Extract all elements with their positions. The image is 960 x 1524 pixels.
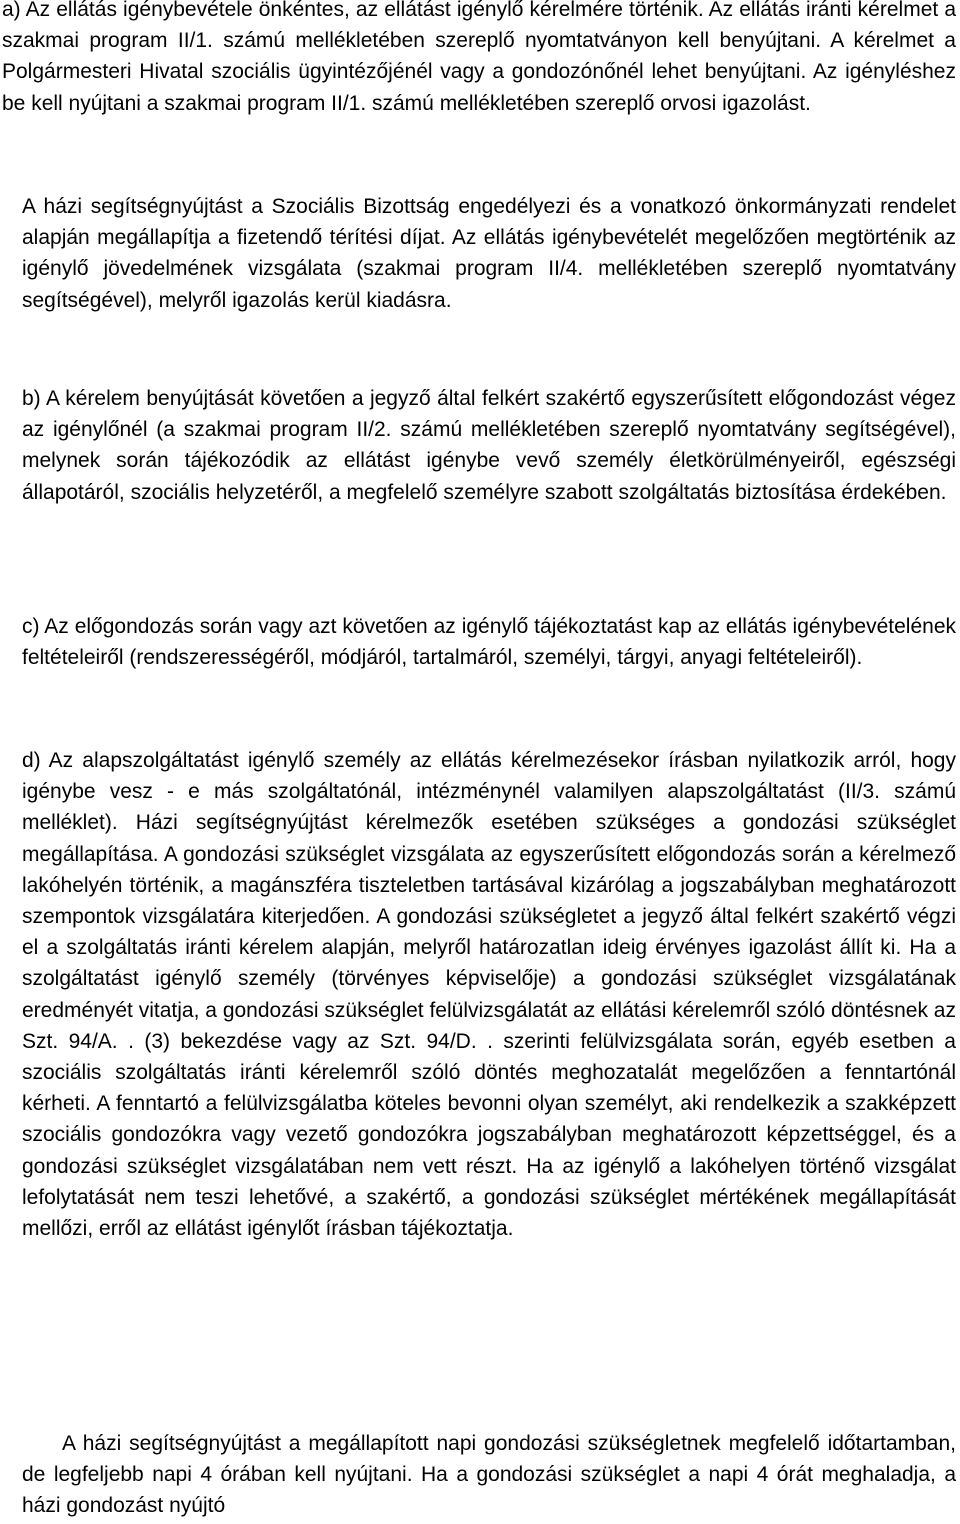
paragraph-fee-approval: A házi segítségnyújtást a Szociális Bizottság engedélyezi és a vonatkozó önkormányzati rendelet alapján megállapítja a fizetendő térítési díjat. Az ellátás igénybevételét megelőzően megtörténik az igénylő jövedelmének vizsgálata (szakmai program II/4. mellékletében szereplő nyomtatvány segítségével), melyről igazolás kerül kiadásra. <box>22 195 956 312</box>
paragraph-b: b) A kérelem benyújtását követően a jegyző által felkért szakértő egyszerűsített előgondozást végez az igénylőnél (a szakmai program II/2. számú mellékletében szereplő nyomtatvány segítségével), melynek során tájékozódik az ellátást igénybe vevő személy életkörülményeiről, egészségi állapotáról, szociális helyzetéről, a megfelelő személyre szabott szolgáltatás biztosítása érdekében. <box>22 387 956 504</box>
paragraph-care-hours: A házi segítségnyújtást a megállapított napi gondozási szükségletnek megfelelő időtartamban, de legfeljebb napi 4 órában kell nyújtani. Ha a gondozási szükséglet a napi 4 órát meghaladja, a házi gondozást nyújtó <box>22 1432 956 1518</box>
paragraph-a: a) Az ellátás igénybevétele önkéntes, az ellátást igénylő kérelmére történik. Az ellátás iránti kérelmet a szakmai program II/1. számú mellékletében szereplő nyomtatványon kell benyújtani. A kérelmet a Polgármesteri Hivatal szociális ügyintézőjénél vagy a gondozónőnél lehet benyújtani. Az igényléshez be kell nyújtani a szakmai program II/1. számú mellékletében szereplő orvosi igazolást. <box>2 0 956 115</box>
paragraph-c: c) Az előgondozás során vagy azt követően az igénylő tájékoztatást kap az ellátás igénybevételének feltételeiről (rendszerességéről, módjáról, tartalmáról, személyi, tárgyi, anyagi feltételeiről). <box>22 615 956 670</box>
paragraph-d: d) Az alapszolgáltatást igénylő személy az ellátás kérelmezésekor írásban nyilatkozik arról, hogy igénybe vesz - e más szolgáltatónál, intézménynél valamilyen alapszolgáltatást (II/3. számú melléklet). Házi segítségnyújtást kérelmezők esetében szükséges a gondozási szükséglet megállapítása. A gondozási szükséglet vizsgálata az egyszerűsített előgondozás során a kérelmező lakóhelyén történik, a magánszféra tiszteletben tartásával kizárólag a jogszabályban meghatározott szempontok vizsgálatára kiterjedően. A gondozási szükségletet a jegyző által felkért szakértő végzi el a szolgáltatás iránti kérelem alapján, melyről határozatlan ideig érvényes igazolást állít ki. Ha a szolgáltatást igénylő személy (törvényes képviselője) a gondozási szükséglet vizsgálatának eredményét vitatja, a gondozási szükséglet felülvizsgálatát az ellátási kérelemről szóló döntésnek az Szt. 94/A. . (3) bekezdése vagy az Szt. 94/D. . szerinti felülvizsgálata során, egyéb esetben a szociális szolgáltatás iránti kérelemről szóló döntés meghozatalát megelőzően a fenntartónál kérheti. A fenntartó a felülvizsgálatba köteles bevonni olyan személyt, aki rendelkezik a szakképzett szociális gondozókra vagy vezető gondozókra jogszabályban meghatározott képzettséggel, és a gondozási szükséglet vizsgálatában nem vett részt. Ha az igénylő a lakóhelyen történő vizsgálat lefolytatását nem teszi lehetővé, a szakértő, a gondozási szükséglet mértékének megállapítását mellőzi, erről az ellátást igénylőt írásban tájékoztatja. <box>22 749 956 1241</box>
